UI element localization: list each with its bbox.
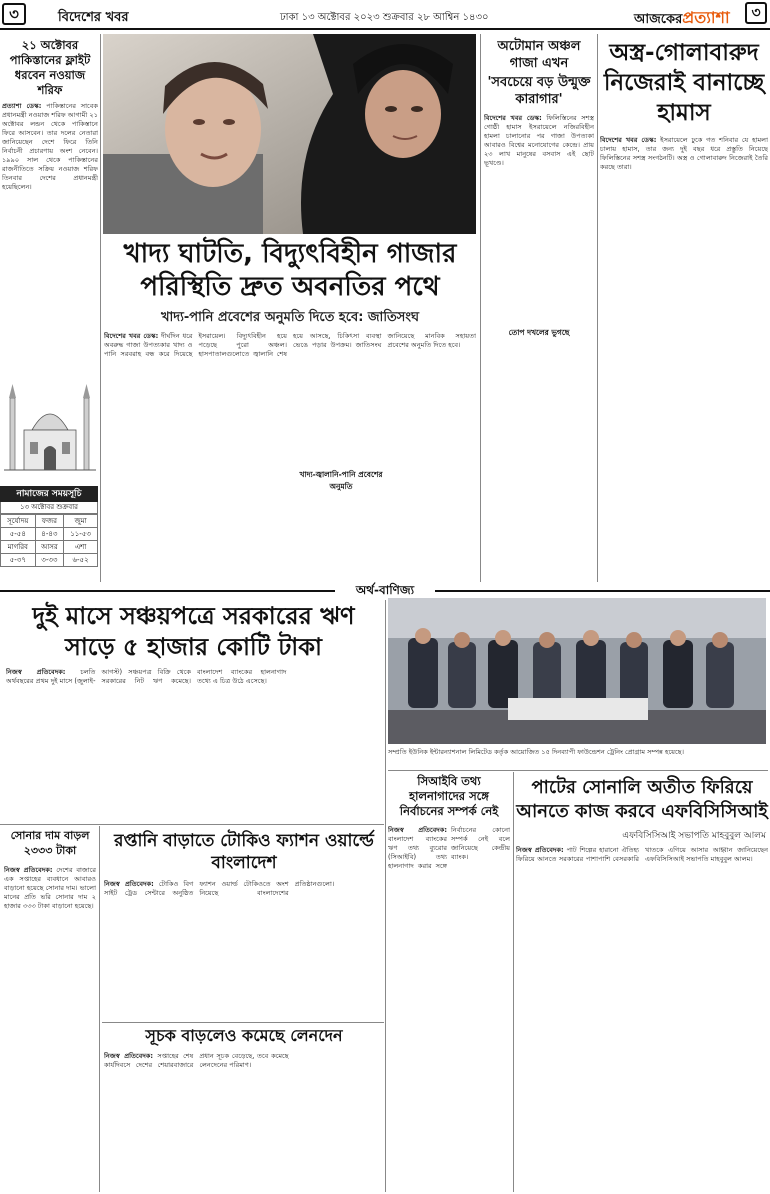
column-divider bbox=[100, 34, 101, 582]
dateline: ঢাকা ১৩ অক্টোবর ২০২৩ শুক্রবার ২৮ আশ্বিন ১৪৩০ bbox=[280, 12, 489, 23]
row-divider bbox=[0, 824, 384, 825]
gaza-photo-image bbox=[103, 34, 476, 234]
nawaz-article bbox=[2, 38, 98, 378]
gaza-main-headline: খাদ্য ঘাটতি, বিদ্যুৎবিহীন গাজার পরিস্থিতি দ্রুত অবনতির পথে bbox=[123, 239, 457, 302]
prayer-row bbox=[1, 528, 98, 541]
prayer-cell: আসর bbox=[35, 541, 63, 554]
index-lead: নিজস্ব প্রতিবেদক: bbox=[104, 1052, 154, 1060]
logo-text-a: আজকের bbox=[634, 12, 683, 27]
logo-text-b: প্রত্যাশা bbox=[682, 8, 730, 27]
gaza-inline-subhead: খাদ্য-জ্বালানি-পানি প্রবেশের অনুমতি bbox=[296, 470, 386, 494]
gaza-main-text: দীর্ঘদিন ধরে অবরুদ্ধ গাজা উপত্যকার খাদ্য ও পানি সরবরাহ বন্ধ করে দিয়েছে ইসরায়েল। বিদ্যুৎবিহীন হয়ে পড়েছে পুরো অঞ্চল। হাসপাতালগুলোতে জ্বালানি শেষ হয়ে আসছে, চিকিৎসা ব্যবস্থা ভেঙে পড়ার উপক্রম। জাতিসংঘ জানিয়েছে মানবিক সহায়তা প্রবেশের অনুমতি দিতে হবে। bbox=[104, 332, 476, 358]
hamas-text: ইসরায়েলে ঢুকে গত শনিবার যে হামলা চালায় হামাস, তার জন্য দুই বছর ধরে প্রস্তুতি নিয়েছে ফিলিস্তিনের সশস্ত্র সংগঠনটি। অস্ত্র ও গোলাবারুদ নিজেরাই তৈরি করছে তারা। bbox=[600, 136, 768, 171]
gaza-prison-headline-b: 'সবচেয়ে বড় উন্মুক্ত কারাগার' bbox=[487, 75, 591, 107]
savings-text: চলতি অর্থবছরের প্রথম দুই মাসে (জুলাই-আগস্ট) সঞ্চয়পত্র বিক্রি থেকে সরকারের নিট ঋণ কমেছে। বাংলাদেশ ব্যাংকের হালনাগাদ তথ্যে এ চিত্র উঠে এসেছে। bbox=[6, 668, 287, 685]
cib-body bbox=[388, 826, 510, 1190]
page-number-right: ৩ bbox=[745, 2, 767, 24]
prayer-cell: এশা bbox=[64, 541, 98, 554]
column-divider bbox=[99, 826, 100, 1192]
nawaz-headline: ২১ অক্টোবর পাকিস্তানের ফ্লাইট ধরবেন নওয়াজ শরিফ bbox=[9, 38, 91, 97]
prayer-cell: ৩-৩৩ bbox=[35, 554, 63, 567]
gaza-main-lead: বিদেশের খবর ডেস্ক: bbox=[104, 332, 159, 340]
prayer-cell: ৪-৪৩ bbox=[35, 528, 63, 541]
prayer-cell: ফজর bbox=[35, 515, 63, 528]
column-divider bbox=[480, 34, 481, 582]
prayer-cell: ১১-৫৩ bbox=[64, 528, 98, 541]
cib-headline: সিআইবি তথ্য হালনাগাদের সঙ্গে নির্বাচনের সম্পর্ক নেই bbox=[399, 774, 499, 818]
cib-lead: নিজস্ব প্রতিবেদক: bbox=[388, 826, 447, 834]
gold-lead: নিজস্ব প্রতিবেদক: bbox=[4, 866, 53, 874]
jute-text: পাট শিল্পের হারানো ঐতিহ্য ফিরিয়ে আনতে সরকারের পাশাপাশি বেসরকারি খাতকে এগিয়ে আসার আহ্বান জানিয়েছেন এফবিসিসিআই সভাপতি মাহবুবুল আলম। bbox=[516, 846, 768, 863]
hamas-article bbox=[600, 38, 768, 582]
prayer-cell: সূর্যোদয় bbox=[1, 515, 36, 528]
row-divider bbox=[388, 770, 768, 771]
row-divider bbox=[102, 1022, 384, 1023]
column-divider bbox=[597, 34, 598, 582]
jute-body bbox=[516, 846, 768, 1190]
prayer-times-box bbox=[0, 486, 98, 576]
jute-subhead: এফবিসিসিআই সভাপতি মাহবুবুল আলম bbox=[622, 831, 766, 841]
gaza-main-body bbox=[104, 332, 476, 582]
prayer-row bbox=[1, 515, 98, 528]
hamas-body bbox=[600, 136, 768, 546]
index-text: সপ্তাহের শেষ কার্যদিবসে দেশের শেয়ারবাজারে প্রধান সূচক বেড়েছে, তবে কমেছে লেনদেনের পরিমাণ। bbox=[104, 1052, 289, 1069]
export-lead: নিজস্ব প্রতিবেদক: bbox=[104, 880, 154, 888]
prayer-cell: জুমা bbox=[64, 515, 98, 528]
prayer-cell: মাগরিব bbox=[1, 541, 36, 554]
gaza-prison-body bbox=[484, 114, 594, 570]
nawaz-text: পাকিস্তানের সাবেক প্রধানমন্ত্রী নওয়াজ শরিফ আগামী ২১ অক্টোবর লন্ডন থেকে পাকিস্তানে ফিরে আসবেন। তার দলের নেতারা জানিয়েছেন দেশে ফিরে তিনি নির্বাচনী প্রচারণায় অংশ নেবেন। ১৯৯০ সাল থেকে পাকিস্তানের রাজনীতিতে সক্রিয় নওয়াজ শরিফ তিনবার দেশের প্রধানমন্ত্রী হয়েছিলেন। bbox=[2, 102, 98, 191]
gaza-main-subhead: খাদ্য-পানি প্রবেশের অনুমতি দিতে হবে: জাতিসংঘ bbox=[160, 310, 420, 325]
mosque-icon bbox=[4, 380, 96, 480]
gaza-prison-inline-subhead: তোপ দখলের ভুগছে bbox=[484, 328, 594, 340]
photo-caption: সম্প্রতি ইউনিক ইন্টারন্যাশনাল লিমিটেড কর্তৃক আয়োজিত ১৫ দিনব্যাপী ফাউন্ডেশন ট্রেনিং প্রোগ্রাম সম্পন্ন হয়েছে। bbox=[388, 748, 684, 756]
section-title: বিদেশের খবর bbox=[58, 10, 129, 25]
column-divider bbox=[385, 600, 386, 1192]
gaza-prison-headline-a: অটোমান অঞ্চল গাজা এখন bbox=[497, 39, 581, 71]
gaza-prison-article bbox=[484, 38, 594, 582]
prayer-date: ১৩ অক্টোবর শুক্রবার bbox=[0, 502, 98, 514]
prayer-row bbox=[1, 554, 98, 567]
page-header bbox=[0, 0, 770, 30]
export-text: টোকিও বিগ সাইট ট্রেড সেন্টারে অনুষ্ঠিত ফ্যাশন ওয়ার্ল্ড টোকিওতে অংশ নিয়েছে বাংলাদেশের প্রতিষ্ঠানগুলো। bbox=[104, 880, 335, 897]
jute-headline: পাটের সোনালি অতীত ফিরিয়ে আনতে কাজ করবে এফবিসিসিআই bbox=[516, 777, 768, 822]
prayer-title: নামাজের সময়সূচি bbox=[0, 486, 98, 502]
hamas-headline: অস্ত্র-গোলাবারুদ নিজেরাই বানাচ্ছে হামাস bbox=[603, 40, 765, 126]
savings-lead: নিজস্ব প্রতিবেদক: bbox=[6, 668, 66, 676]
index-headline: সূচক বাড়লেও কমেছে লেনদেন bbox=[145, 1026, 343, 1045]
header-rule bbox=[0, 28, 770, 30]
savings-headline: দুই মাসে সঞ্চয়পত্রে সরকারের ঋণ সাড়ে ৫ হাজার কোটি টাকা bbox=[32, 601, 355, 661]
column-divider bbox=[513, 772, 514, 1192]
gold-text: দেশের বাজারে এক সপ্তাহের ব্যবধানে আবারও বাড়ানো হয়েছে সোনার দাম। ভালো মানের প্রতি ভরি সোনার দাম ২ হাজার ৩৩৩ টাকা বাড়ানো হয়েছে। bbox=[4, 866, 96, 910]
savings-body bbox=[6, 668, 382, 818]
export-body bbox=[104, 880, 384, 1020]
gaza-prison-text: ফিলিস্তিনের সশস্ত্র গোষ্ঠী হামাস ইসরায়েলে নজিরবিহীন হামলা চালানোর পর গাজা উপত্যকা আবারও বিশ্বের মনোযোগের কেন্দ্রে। প্রায় ২৩ লাখ মানুষের বসবাস এই ছোট ভূখণ্ডে। bbox=[484, 114, 594, 167]
finance-section-title: অর্থ-বাণিজ্য bbox=[335, 582, 435, 602]
prayer-cell: ৫-৩৭ bbox=[1, 554, 36, 567]
jute-lead: নিজস্ব প্রতিবেদক: bbox=[516, 846, 564, 854]
export-headline: রপ্তানি বাড়াতে টোকিও ফ্যাশন ওয়ার্ল্ডে বাংলাদেশ bbox=[114, 831, 374, 873]
gold-body bbox=[4, 866, 96, 1190]
cib-text: বাংলাদেশ ব্যাংকের ঋণ তথ্য ব্যুরোর (সিআইবি) তথ্য হালনাগাদ করার সঙ্গে নির্বাচনের কোনো সম্পর্ক নেই বলে জানিয়েছে কেন্দ্রীয় ব্যাংক। bbox=[388, 826, 510, 870]
training-photo-image bbox=[388, 598, 766, 744]
gaza-photo bbox=[103, 34, 476, 234]
prayer-cell: ৬-৫২ bbox=[64, 554, 98, 567]
training-photo bbox=[388, 598, 766, 744]
page-number-left: ৩ bbox=[2, 3, 26, 25]
nawaz-body bbox=[2, 102, 98, 360]
prayer-cell: ৫-৫৪ bbox=[1, 528, 36, 541]
index-body bbox=[104, 1052, 384, 1190]
prayer-table bbox=[0, 514, 98, 567]
gaza-prison-lead: বিদেশের খবর ডেস্ক: bbox=[484, 114, 542, 122]
gold-headline: সোনার দাম বাড়ল ২৩৩৩ টাকা bbox=[10, 829, 90, 857]
prayer-row bbox=[1, 541, 98, 554]
mosque-illustration bbox=[4, 380, 96, 480]
nawaz-lead: প্রত্যাশা ডেস্ক: bbox=[2, 102, 42, 110]
hamas-lead: বিদেশের খবর ডেস্ক: bbox=[600, 136, 657, 144]
